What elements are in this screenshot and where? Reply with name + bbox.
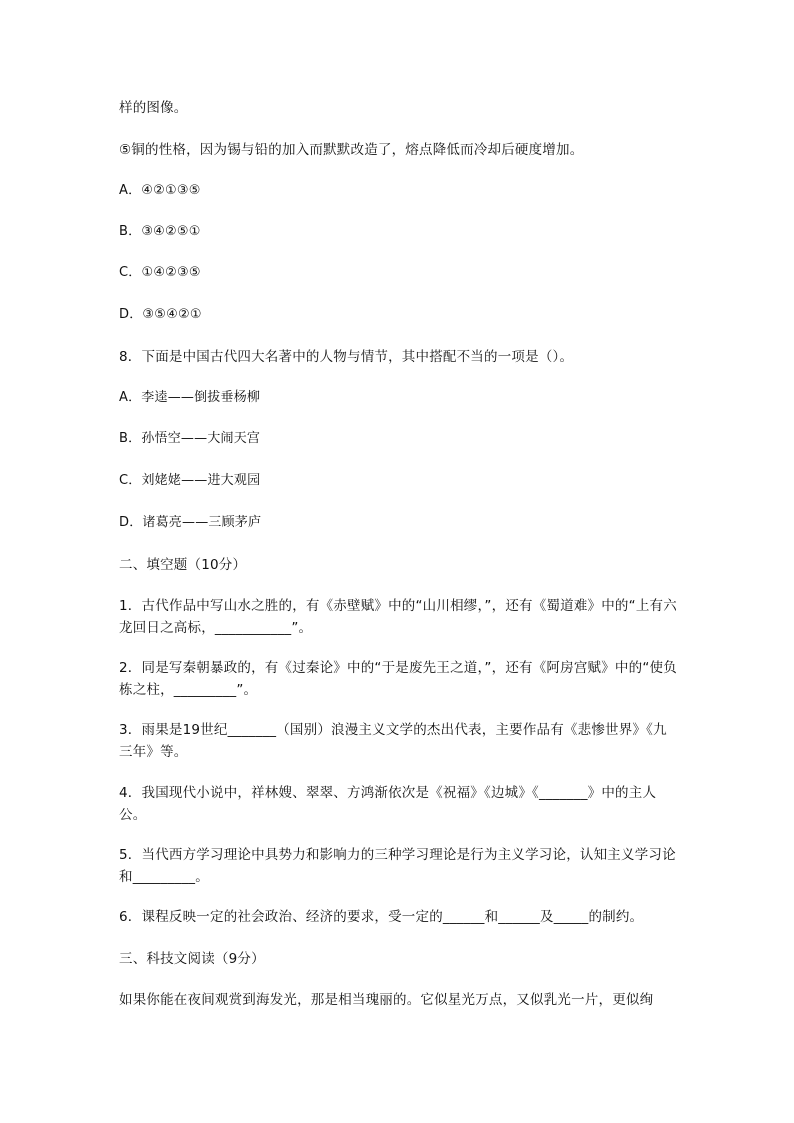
option-b: B．③④②⑤① (119, 224, 201, 239)
fill-blank-6: 6．课程反映一定的社会政治、经济的要求，受一定的______和______及_____的制约。 (119, 909, 644, 925)
fill-blank-1: 1．古代作品中写山水之胜的，有《赤壁赋》中的“山川相缪，”，还有《蜀道难》中的“上有六龙回日之高标，___________”。 (119, 598, 677, 636)
section-heading: 二、填空题（10分） (119, 557, 247, 573)
option-d: D．诸葛亮——三顾茅庐 (119, 515, 262, 530)
text-line: ⑤铜的性格，因为锡与铅的加入而默默改造了，熔点降低而冷却后硬度增加。 (119, 142, 584, 158)
option-c: C．①④②③⑤ (119, 265, 201, 280)
fill-blank-3: 3．雨果是19世纪_______（国别）浪漫主义文学的杰出代表，主要作品有《悲惨世界》《九三年》等。 (119, 722, 667, 760)
option-b: B．孙悟空——大闹天宫 (119, 431, 261, 446)
section-heading: 三、科技文阅读（9分） (119, 951, 265, 967)
reading-passage: 如果你能在夜间观赏到海发光，那是相当瑰丽的。它似星光万点，又似乳光一片，更似绚 (119, 992, 654, 1008)
fill-blank-5: 5．当代西方学习理论中具势力和影响力的三种学习理论是行为主义学习论，认知主义学习论和_________。 (119, 847, 676, 885)
option-c: C．刘姥姥——进大观园 (119, 473, 261, 488)
text-line: 样的图像。 (119, 100, 188, 116)
option-d: D．③⑤④②① (119, 307, 202, 322)
fill-blank-4: 4．我国现代小说中，祥林嫂、翠翠、方鸿渐依次是《祝福》《边城》《_______》中的主人公。 (119, 785, 657, 823)
fill-blank-2: 2．同是写秦朝暴政的，有《过秦论》中的“于是废先王之道，”，还有《阿房宫赋》中的“使负栋之柱，_________”。 (119, 660, 677, 698)
option-a: A．④②①③⑤ (119, 183, 201, 198)
option-a: A．李逵——倒拔垂杨柳 (119, 390, 261, 405)
question-8: 8．下面是中国古代四大名著中的人物与情节，其中搭配不当的一项是（）。 (119, 349, 574, 365)
